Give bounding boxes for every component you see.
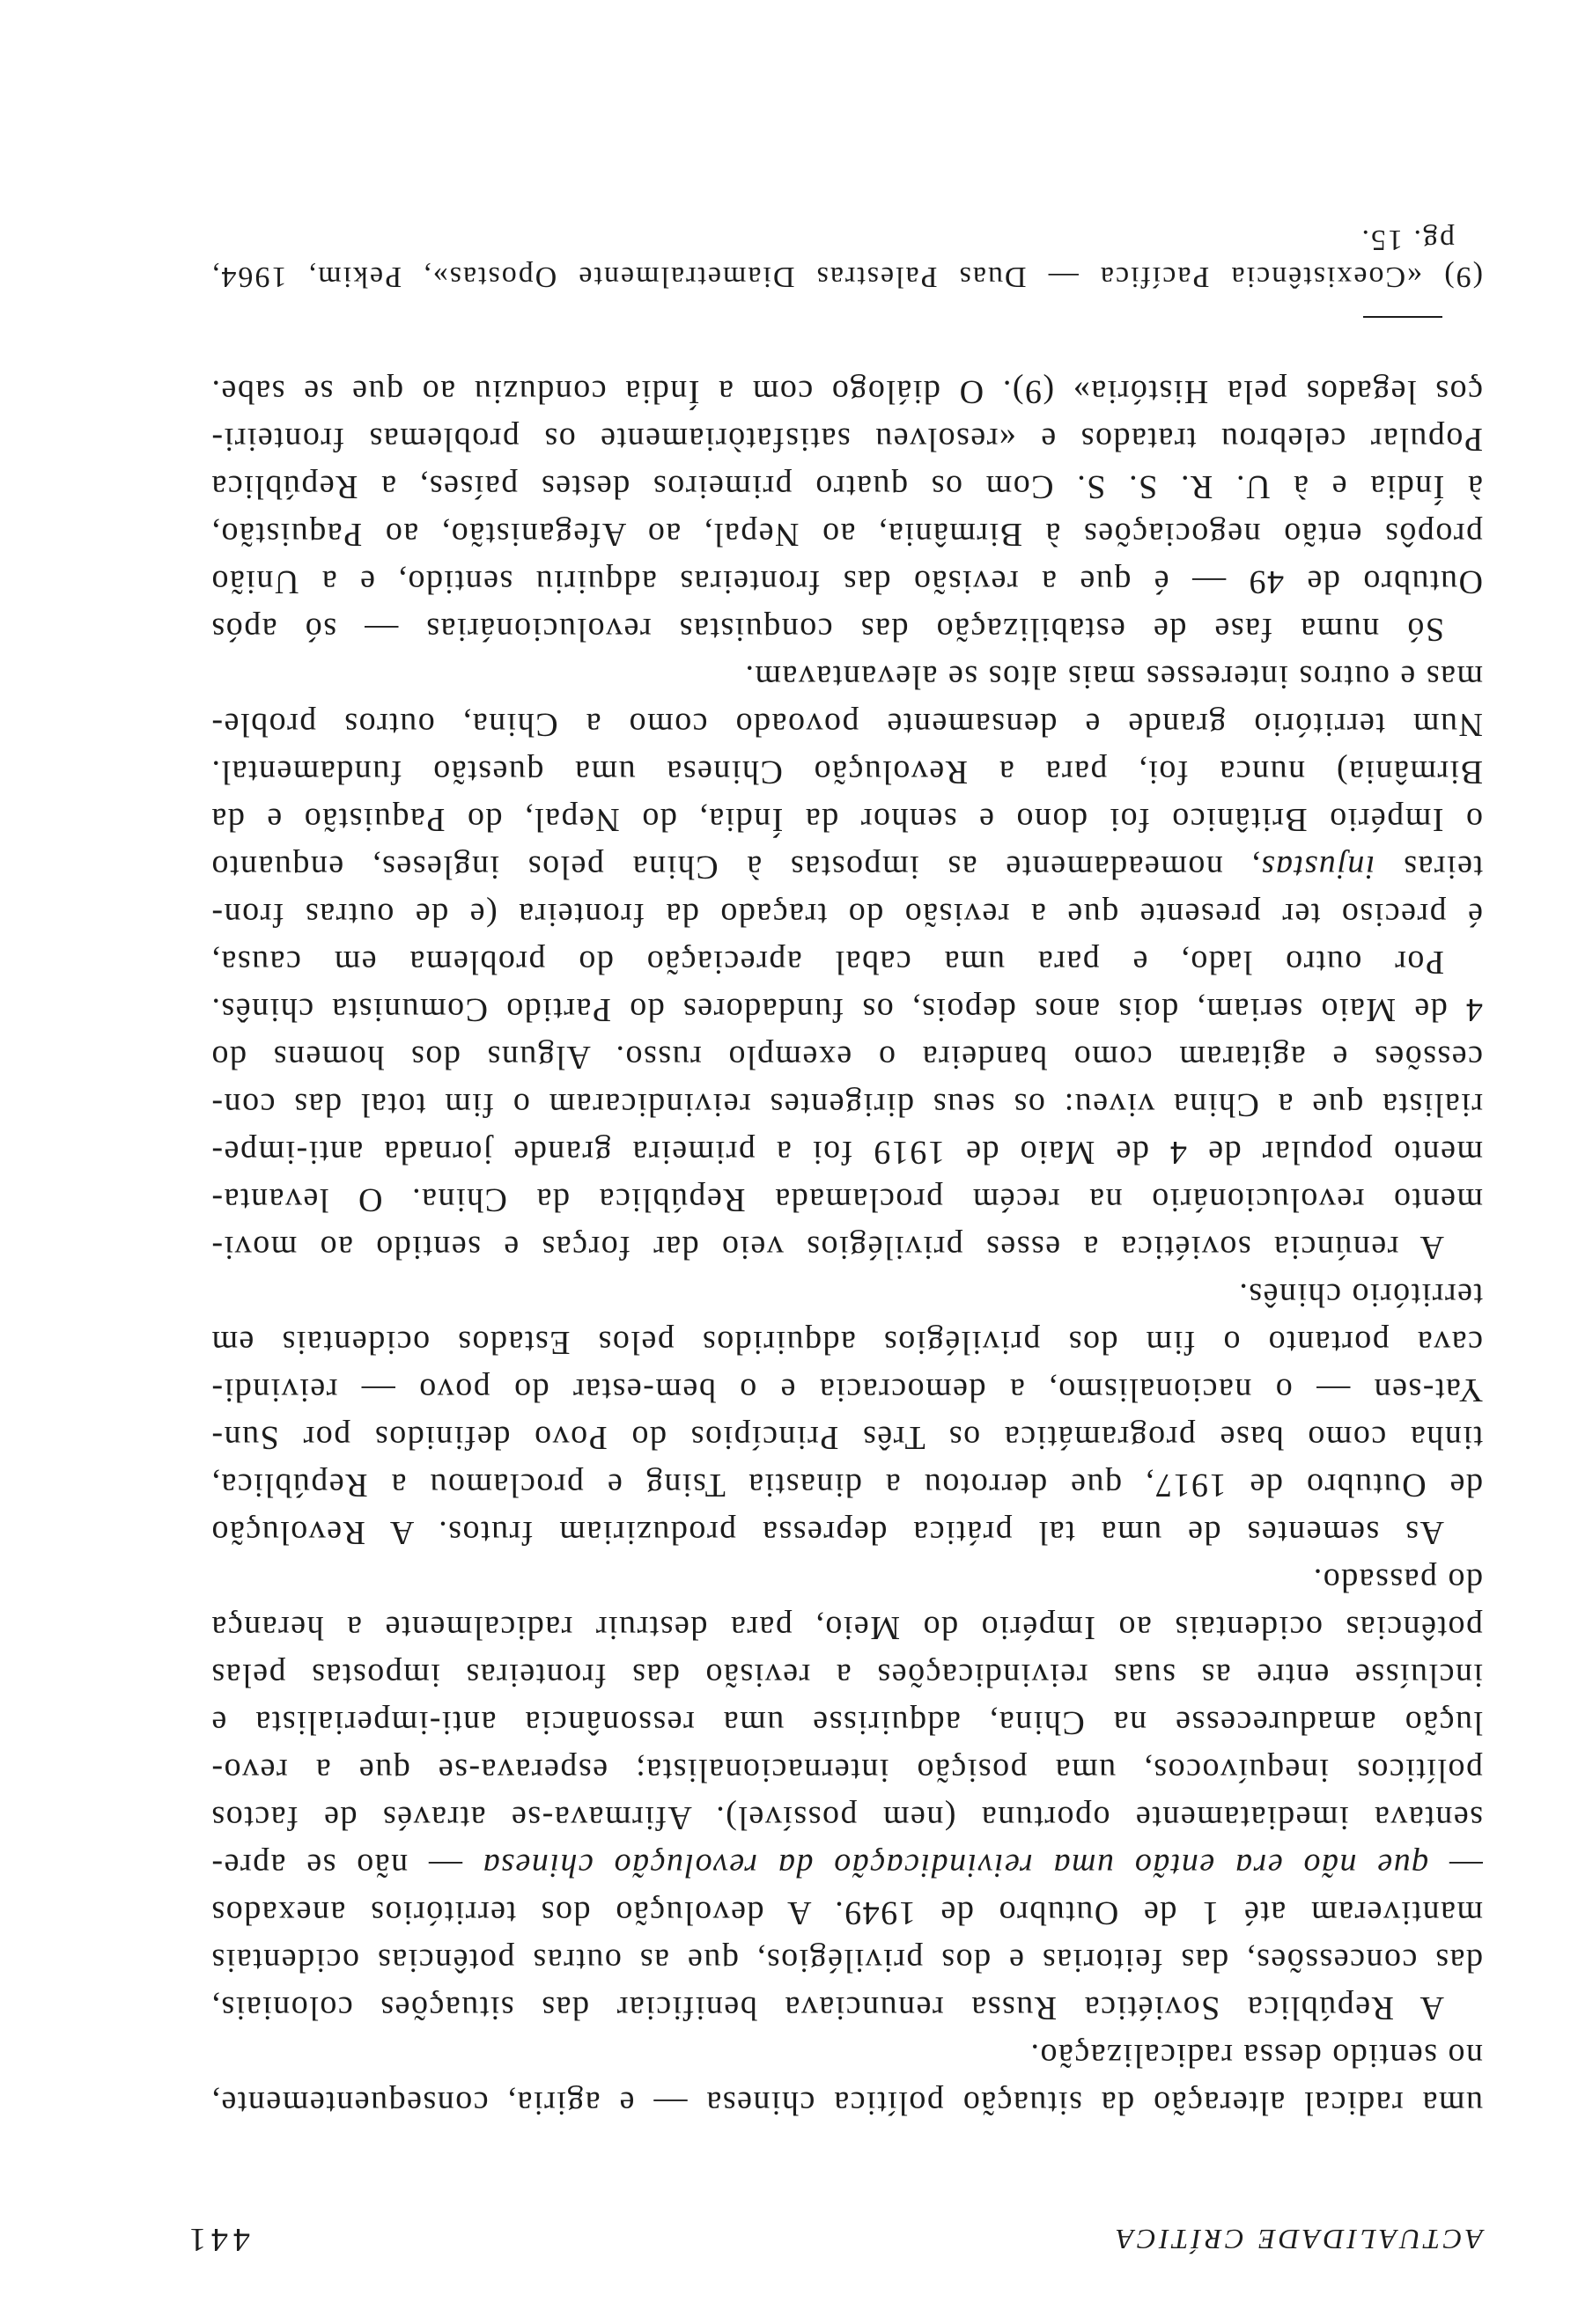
footnote-line: [210, 258, 1483, 295]
paragraph: [210, 1556, 1483, 2032]
body-line: de Outubro de 1917, que derrotou a dinastia Tsing e proclamou a República,: [210, 1467, 1483, 1504]
paragraph: [210, 2032, 1483, 2127]
paragraph: [210, 653, 1483, 986]
body-line: do passado.: [1312, 1562, 1483, 1599]
body-line: Só numa fase de estabilização das conquistas revolucionárias — só após: [210, 611, 1444, 648]
line-text: teiras: [1375, 849, 1483, 886]
body-line: é preciso ter presente que a revisão do traçado da fronteira (e de outras fron-: [210, 896, 1483, 933]
body-line: A República Soviética Russa renunciava benificiar das situações coloniais,: [210, 1989, 1444, 2026]
italic-phrase: injustas: [1260, 849, 1375, 886]
line-text: —: [1428, 1847, 1483, 1884]
body-line: Num território grande e densamente povoado como a China, outros proble-: [210, 706, 1483, 743]
body-text: [210, 368, 1483, 2127]
body-line: sentava imediatamente oportuna (nem possível). Afirmava-se através de factos: [210, 1799, 1483, 1836]
italic-phrase: que não era então uma reivindicação da revolução chinesa: [482, 1847, 1429, 1884]
body-line: potências ocidentais ao Império do Meio, para destruir radicalmente a herança: [210, 1609, 1483, 1646]
body-line: mento popular de 4 de Maio de 1919 foi a primeira grande jornada anti-impe-: [210, 1134, 1483, 1171]
body-line: território chinês.: [1237, 1276, 1483, 1313]
body-line: à Índia e à U. R. S. S. Com os quatro primeiros destes países, a República: [210, 468, 1483, 505]
body-line: das concessões, das feitorias e dos privilégios, que as outras potências ocidentais: [210, 1942, 1483, 1979]
body-line: 4 de Maio seriam, dois anos depois, os fundadores do Partido Comunista chinês.: [210, 991, 1483, 1028]
line-text: — não se apre-: [210, 1847, 483, 1884]
line-text: , nomeadamente as impostas à China pelos ingleses, enquanto: [210, 849, 1261, 886]
running-header: [180, 2217, 1483, 2262]
paragraph: [210, 368, 1483, 653]
footnote: [210, 221, 1483, 295]
body-line: propôs então negociações à Birmânia, ao Nepal, ao Afeganistão, ao Paquistão,: [210, 516, 1483, 553]
paragraph: [210, 1271, 1483, 1556]
body-line: incluísse entre as suas reivindicações a revisão das fronteiras impostas pelas: [210, 1657, 1483, 1694]
paragraph: [210, 986, 1483, 1271]
body-line: Yat-sen — o nacionalismo, a democracia e o bem-estar do povo — reivindi-: [210, 1372, 1483, 1408]
body-line: Por outro lado, e para uma cabal apreciação do problema em causa,: [210, 944, 1444, 981]
body-line: o Império Britânico foi dono e senhor da Índia, do Nepal, do Paquistão e da: [210, 801, 1483, 838]
body-line: [210, 1842, 1483, 1889]
body-line: Outubro de 49 — é que a revisão das fronteiras adquiriu sentido, e a União: [210, 563, 1483, 600]
body-line: [210, 843, 1483, 891]
body-line: Popular celebrou tratados e «resolveu satisfatòriamente os problemas fronteiri-: [210, 421, 1483, 458]
page-number: 441: [184, 2221, 250, 2258]
body-line: rialista que a China viveu: os seus dirigentes reivindicaram o fim total das con-: [210, 1086, 1483, 1123]
footnote-line: pg. 15.: [1360, 224, 1455, 256]
body-line: uma radical alteração da situação política chinesa — e agiria, consequentemente,: [210, 2085, 1483, 2122]
footnote-rule: [1363, 316, 1442, 318]
running-title: ACTUALIDADE CRÍTICA: [1113, 2224, 1483, 2255]
body-line: mas e outros interesses mais altos se alevantavam.: [743, 658, 1483, 695]
body-line: cava portanto o fim dos privilégios adquiridos pelos Estados ocidentais em: [210, 1324, 1483, 1361]
body-line: cessões e agitaram como bandeira o exemplo russo. Alguns dos homens do: [210, 1039, 1483, 1076]
body-line: mento revolucionário na recém proclamada República da China. O levanta-: [210, 1181, 1483, 1218]
footnote-marker: (9): [1442, 261, 1483, 293]
footnote-text: «Coexistência Pacífica — Duas Palestras Diametralmente Opostas», Pekim, 1964,: [210, 261, 1423, 293]
body-line: tinha como base programática os Três Princípios do Povo definidos por Sun-: [210, 1419, 1483, 1456]
body-line: As sementes de uma tal prática depressa produziriam frutos. A Revolução: [210, 1514, 1444, 1551]
body-line: lução amadurecesse na China, adquirisse uma ressonância anti-imperialista e: [210, 1704, 1483, 1741]
body-line: políticos inequívocos, uma posição internacionalista; esperava-se que a revo-: [210, 1752, 1483, 1789]
body-line: A renúncia soviética a esses privilégios veio dar forças e sentido ao movi-: [210, 1229, 1444, 1266]
body-line: no sentido dessa radicalização.: [1029, 2037, 1483, 2074]
body-line: Birmânia) nunca foi, para a Revolução Chinesa uma questão fundamental.: [210, 754, 1483, 791]
body-line: mantiveram até 1 de Outubro de 1949. A devolução dos territórios anexados: [210, 1894, 1483, 1931]
body-line: ços legados pela História» (9). O diálogo com a Índia conduziu ao que se sabe.: [210, 373, 1483, 410]
